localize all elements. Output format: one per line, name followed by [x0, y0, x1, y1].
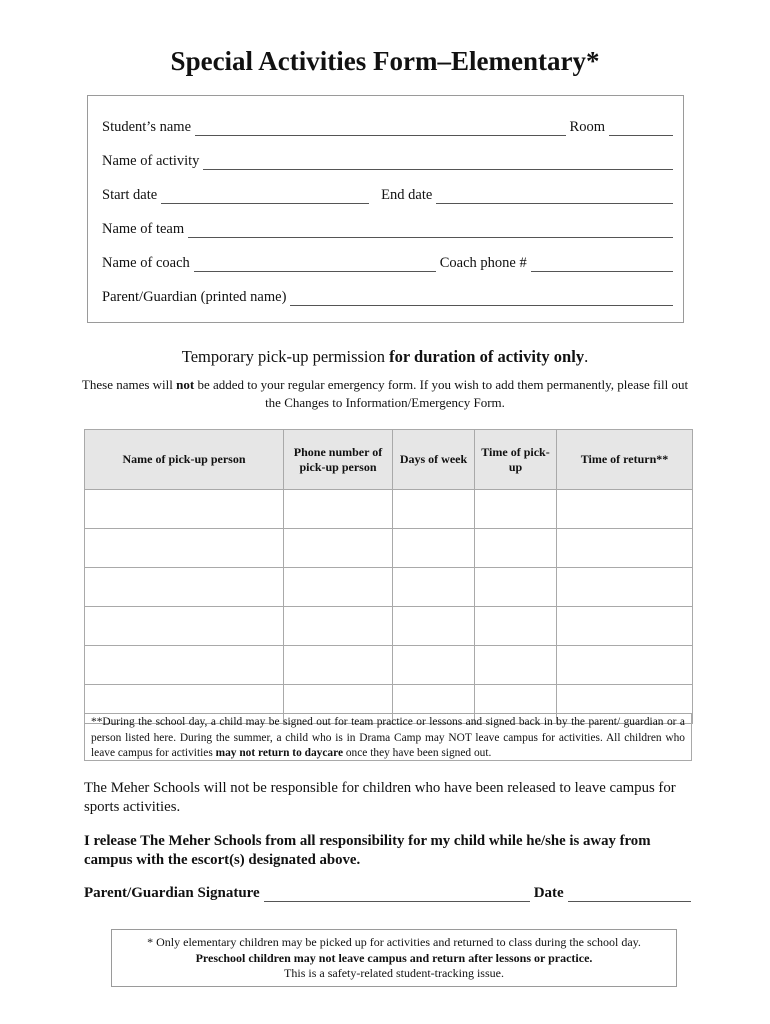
table-cell[interactable]: [85, 607, 284, 646]
table-cell[interactable]: [557, 607, 693, 646]
date-label: Date: [533, 885, 564, 901]
footer-line-2: Preschool children may not leave campus and return after lessons or practice.: [195, 950, 593, 965]
start-date-field[interactable]: [161, 189, 369, 204]
room-label: Room: [569, 119, 605, 135]
table-footnote: [84, 713, 692, 761]
activity-name-label: Name of activity: [102, 153, 200, 169]
table-header-row: [85, 430, 693, 490]
table-cell[interactable]: [557, 490, 693, 529]
col-header-phone: Phone number of pick-up person: [284, 430, 393, 490]
permission-heading: [0, 347, 770, 367]
table-cell[interactable]: [475, 646, 557, 685]
permission-intro-a: These names will: [81, 377, 177, 392]
table-cell[interactable]: [393, 568, 475, 607]
table-cell[interactable]: [475, 607, 557, 646]
end-date-field[interactable]: [436, 189, 673, 204]
guardian-name-field[interactable]: [290, 291, 673, 306]
footer-line-1: * Only elementary children may be picked up for activities and returned to class during the school day.: [147, 935, 641, 949]
team-name-field[interactable]: [188, 223, 673, 238]
team-row: [102, 218, 673, 238]
signature-field[interactable]: [264, 887, 530, 902]
table-cell[interactable]: [284, 607, 393, 646]
start-date-label: Start date: [102, 187, 158, 203]
table-cell[interactable]: [85, 529, 284, 568]
table-cell[interactable]: [557, 568, 693, 607]
table-cell[interactable]: [85, 646, 284, 685]
student-name-field[interactable]: [195, 121, 566, 136]
table-cell[interactable]: [284, 568, 393, 607]
table-footnote-a: **During the school day, a child may be signed out for team practice or lessons and signed back in by the parent/ guardian or a person listed here. During the summer, a child who is in Drama Camp may NOT leave campus for activities. All children who leave campus for activities: [91, 716, 685, 759]
table-cell[interactable]: [284, 529, 393, 568]
table-footnote-emphasis: may not return to daycare: [215, 747, 344, 759]
coach-phone-label: Coach phone #: [439, 255, 527, 271]
permission-heading-emphasis: for duration of activity only: [389, 347, 585, 366]
table-row: [85, 568, 693, 607]
guardian-row: [102, 286, 673, 306]
signature-row: [84, 882, 691, 902]
permission-intro: [80, 376, 690, 412]
table-row: [85, 607, 693, 646]
student-name-row: [102, 116, 673, 136]
footer-note-box: [111, 929, 677, 987]
col-header-name: Name of pick-up person: [85, 430, 284, 490]
table-cell[interactable]: [284, 490, 393, 529]
table-cell[interactable]: [393, 646, 475, 685]
col-header-pickup-time: Time of pick-up: [475, 430, 557, 490]
table-cell[interactable]: [85, 568, 284, 607]
table-cell[interactable]: [475, 490, 557, 529]
pickup-table: [84, 429, 693, 724]
coach-name-label: Name of coach: [102, 255, 190, 271]
student-name-label: Student’s name: [102, 119, 192, 135]
coach-phone-field[interactable]: [531, 257, 673, 272]
table-row: [85, 646, 693, 685]
col-header-days: Days of week: [393, 430, 475, 490]
signature-date-field[interactable]: [568, 887, 691, 902]
release-statement: I release The Meher Schools from all responsibility for my child while he/she is away from campus with the escort(s) designated above.: [84, 833, 651, 868]
end-date-label: End date: [381, 187, 433, 203]
table-footnote-c: once they have been signed out.: [343, 747, 492, 759]
permission-heading-end: .: [584, 347, 589, 366]
guardian-name-label: Parent/Guardian (printed name): [102, 289, 287, 305]
table-cell[interactable]: [557, 529, 693, 568]
signature-label: Parent/Guardian Signature: [84, 885, 260, 901]
disclaimer-text: The Meher Schools will not be responsible for children who have been released to leave campus for sports activities.: [84, 780, 676, 815]
table-cell[interactable]: [393, 607, 475, 646]
col-header-return-time: Time of return**: [557, 430, 693, 490]
dates-row: [102, 184, 673, 204]
table-cell[interactable]: [393, 490, 475, 529]
table-row: [85, 490, 693, 529]
footer-line-3: This is a safety-related student-tracking issue.: [284, 966, 504, 980]
table-cell[interactable]: [475, 568, 557, 607]
table-cell[interactable]: [284, 646, 393, 685]
table-cell[interactable]: [393, 529, 475, 568]
table-cell[interactable]: [475, 529, 557, 568]
room-field[interactable]: [609, 121, 673, 136]
coach-row: [102, 252, 673, 272]
coach-name-field[interactable]: [194, 257, 436, 272]
table-cell[interactable]: [557, 646, 693, 685]
form-title: Special Activities Form–Elementary*: [170, 46, 600, 76]
team-name-label: Name of team: [102, 221, 185, 237]
activity-name-field[interactable]: [203, 155, 673, 170]
permission-intro-c: be added to your regular emergency form. If you wish to add them permanently, please fill out the Changes to Information/Emergency Form.: [194, 377, 689, 410]
student-info-box: [87, 95, 684, 323]
table-cell[interactable]: [85, 490, 284, 529]
table-row: [85, 529, 693, 568]
permission-heading-text: Temporary pick-up permission: [181, 347, 390, 366]
activity-row: [102, 150, 673, 170]
permission-intro-not: not: [176, 377, 195, 392]
